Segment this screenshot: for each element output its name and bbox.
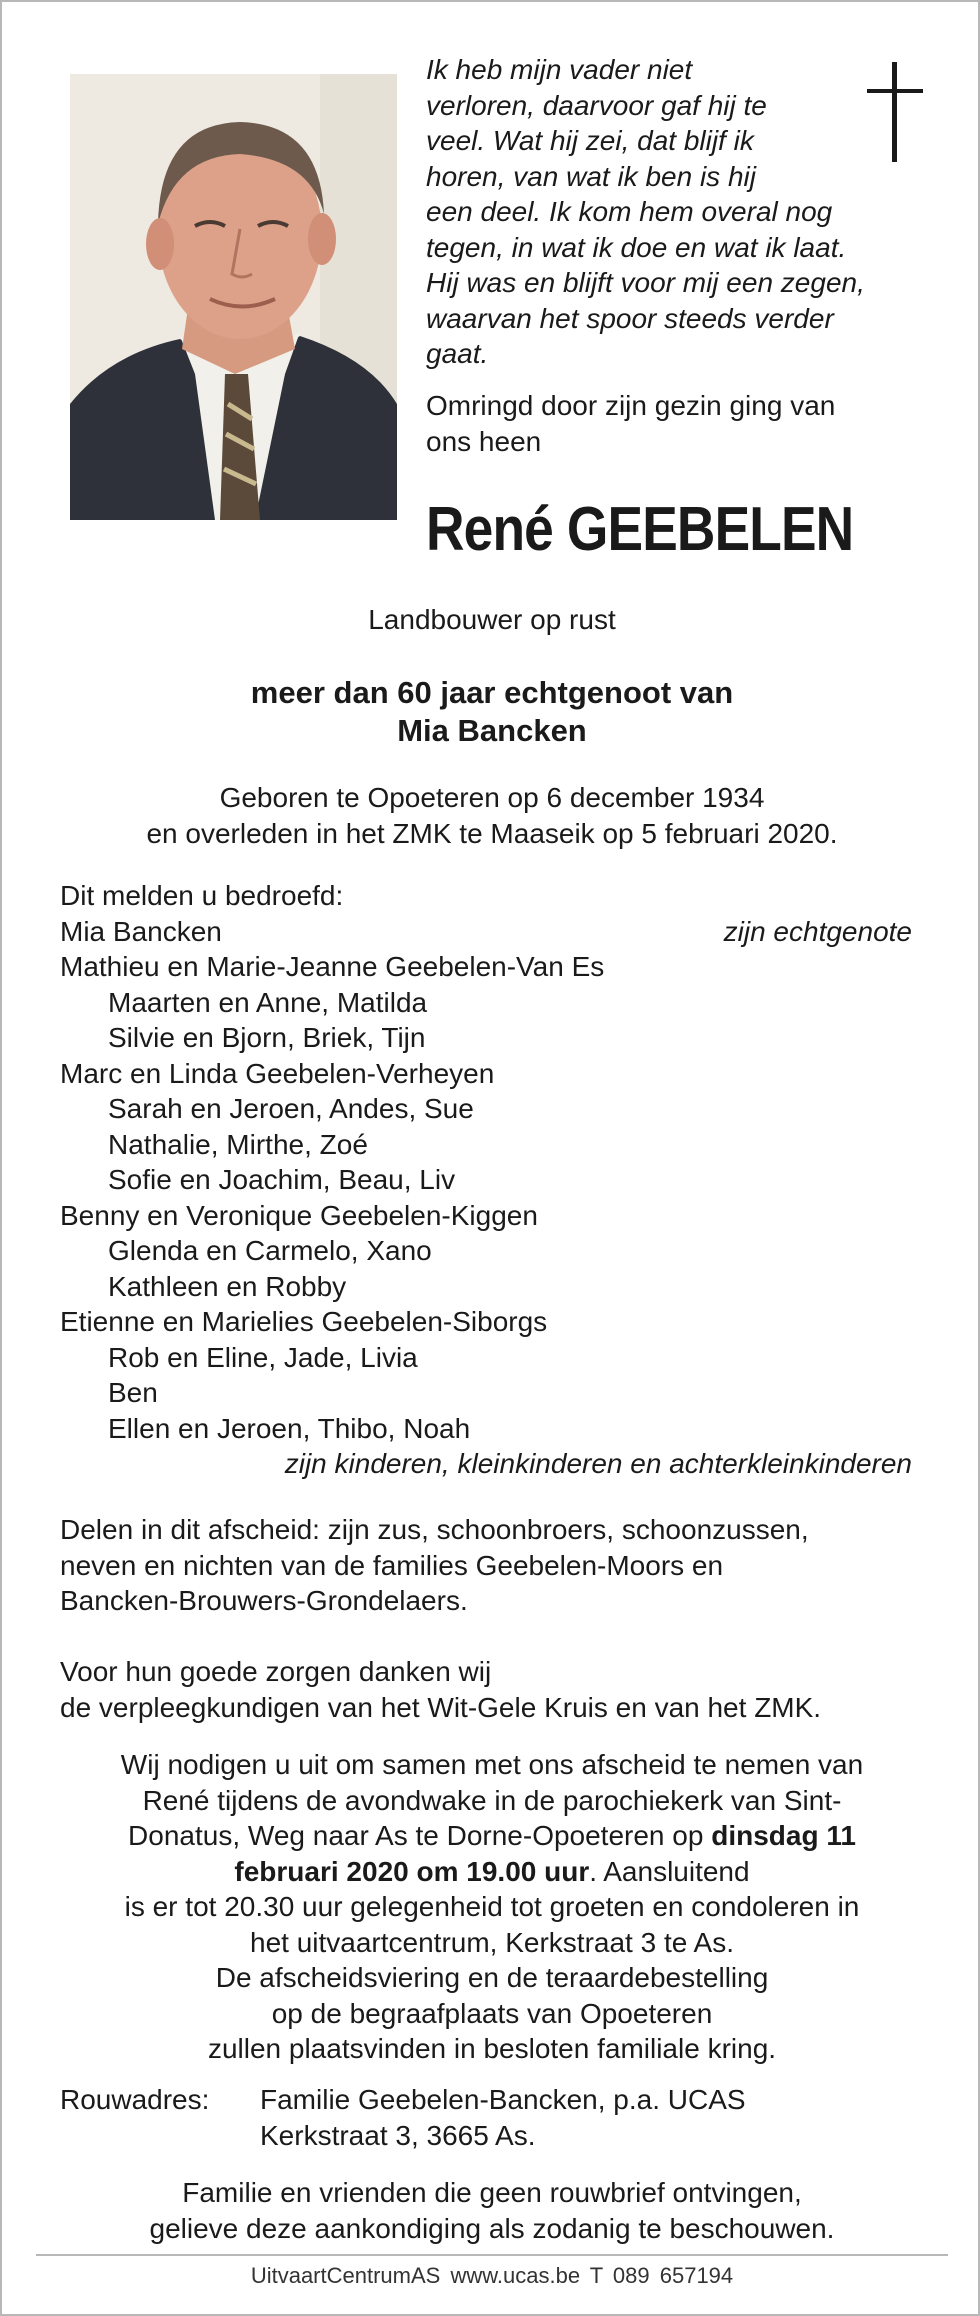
spouse-name: Mia Bancken xyxy=(60,915,222,947)
family-list xyxy=(60,878,916,1482)
grandchild-line: Sarah en Jeroen, Andes, Sue xyxy=(108,1093,474,1124)
poem-line: waarvan het spoor steeds verder xyxy=(426,302,834,334)
spouse-line: meer dan 60 jaar echtgenoot van Mia Bancken xyxy=(250,675,734,748)
poem-line: Ik heb mijn vader niet xyxy=(426,54,693,85)
occupation: Landbouwer op rust xyxy=(368,604,616,635)
grandchild-line: Sofie en Joachim, Beau, Liv xyxy=(108,1164,456,1195)
family-lines xyxy=(60,949,916,1446)
invitation-paragraph: Wij nodigen u uit om samen met ons afscheid te nemen van René tijdens de avondwake in de parochiekerk van Sint- Donatus, Weg naar As te Dorne-Opoeteren op dinsdag 11 februari 2020 om 19.00 uur. Aansluitend is er tot 20.30 uur gelegenheid tot groeten en condoleren in het uitvaartcentrum, Kerkstraat 3 te As. De afscheidsviering en de teraardebestelling op de begraafplaats van Opoeteren zullen plaatsvinden in besloten familiale kring. xyxy=(120,1749,864,2064)
child-line: Mathieu en Marie-Jeanne Geebelen-Van Es xyxy=(60,951,605,982)
child-line: Marc en Linda Geebelen-Verheyen xyxy=(60,1057,495,1089)
grandchild-line: Ellen en Jeroen, Thibo, Noah xyxy=(108,1412,471,1444)
event-date: dinsdag 11 xyxy=(711,1820,856,1851)
thanks-paragraph: Voor hun goede zorgen danken wij de verpleegkundigen van het Wit-Gele Kruis en van het ZMK. xyxy=(60,1656,822,1723)
family-header: Dit melden u bedroefd: xyxy=(60,880,344,911)
address-label: Rouwadres: xyxy=(60,2084,210,2115)
poem-line: horen, van wat ik ben is hij xyxy=(426,160,756,192)
share-paragraph: Delen in dit afscheid: zijn zus, schoonbroers, schoonzussen, neven en nichten van de families Geebelen-Moors en Bancken-Brouwers-Grondelaers. xyxy=(60,1514,809,1616)
birth-death-dates: Geboren te Opoeteren op 6 december 1934 en overleden in het ZMK te Maaseik op 5 februari 2020. xyxy=(146,782,838,849)
child-line: Etienne en Marielies Geebelen-Siborgs xyxy=(60,1306,548,1337)
grandchild-line: Glenda en Carmelo, Xano xyxy=(108,1235,432,1266)
deceased-name: René GEEBELEN xyxy=(426,495,854,564)
portrait-photo xyxy=(70,74,397,520)
poem-line: gaat. xyxy=(426,338,489,369)
closing-note: Familie en vrienden die geen rouwbrief ontvingen, gelieve deze aankondiging als zodanig te beschouwen. xyxy=(149,2177,835,2244)
cross-icon xyxy=(867,62,923,162)
grandchild-line: Silvie en Bjorn, Briek, Tijn xyxy=(108,1022,426,1053)
poem-line: verloren, daarvoor gaf hij te xyxy=(426,89,767,121)
grandchild-line: Kathleen en Robby xyxy=(108,1270,347,1302)
grandchild-line: Ben xyxy=(108,1377,158,1408)
poem-line: een deel. Ik kom hem overal nog xyxy=(426,196,833,227)
poem-line: veel. Wat hij zei, dat blijf ik xyxy=(426,125,754,156)
spouse-role: zijn echtgenote xyxy=(723,915,912,947)
poem-line: Hij was en blijft voor mij een zegen, xyxy=(426,267,865,298)
family-spouse-row xyxy=(60,914,916,950)
address-value: Familie Geebelen-Bancken, p.a. UCAS Kerkstraat 3, 3665 As. xyxy=(260,2084,746,2151)
footer-contact: UitvaartCentrumAS www.ucas.be T 089 657194 xyxy=(250,2263,734,2288)
event-time: februari 2020 om 19.00 uur xyxy=(234,1855,590,1887)
child-line: Benny en Veronique Geebelen-Kiggen xyxy=(60,1199,538,1231)
footer-divider xyxy=(36,2254,948,2256)
grandchild-line: Maarten en Anne, Matilda xyxy=(108,986,428,1018)
grandchild-line: Nathalie, Mirthe, Zoé xyxy=(108,1128,368,1160)
grandchild-line: Rob en Eline, Jade, Livia xyxy=(108,1341,418,1373)
poem-line: tegen, in wat ik doe en wat ik laat. xyxy=(426,231,847,263)
family-closing: zijn kinderen, kleinkinderen en achterkleinkinderen xyxy=(284,1448,912,1479)
intro-text: Omringd door zijn gezin ging van ons heen xyxy=(426,390,836,457)
poem xyxy=(426,52,926,372)
